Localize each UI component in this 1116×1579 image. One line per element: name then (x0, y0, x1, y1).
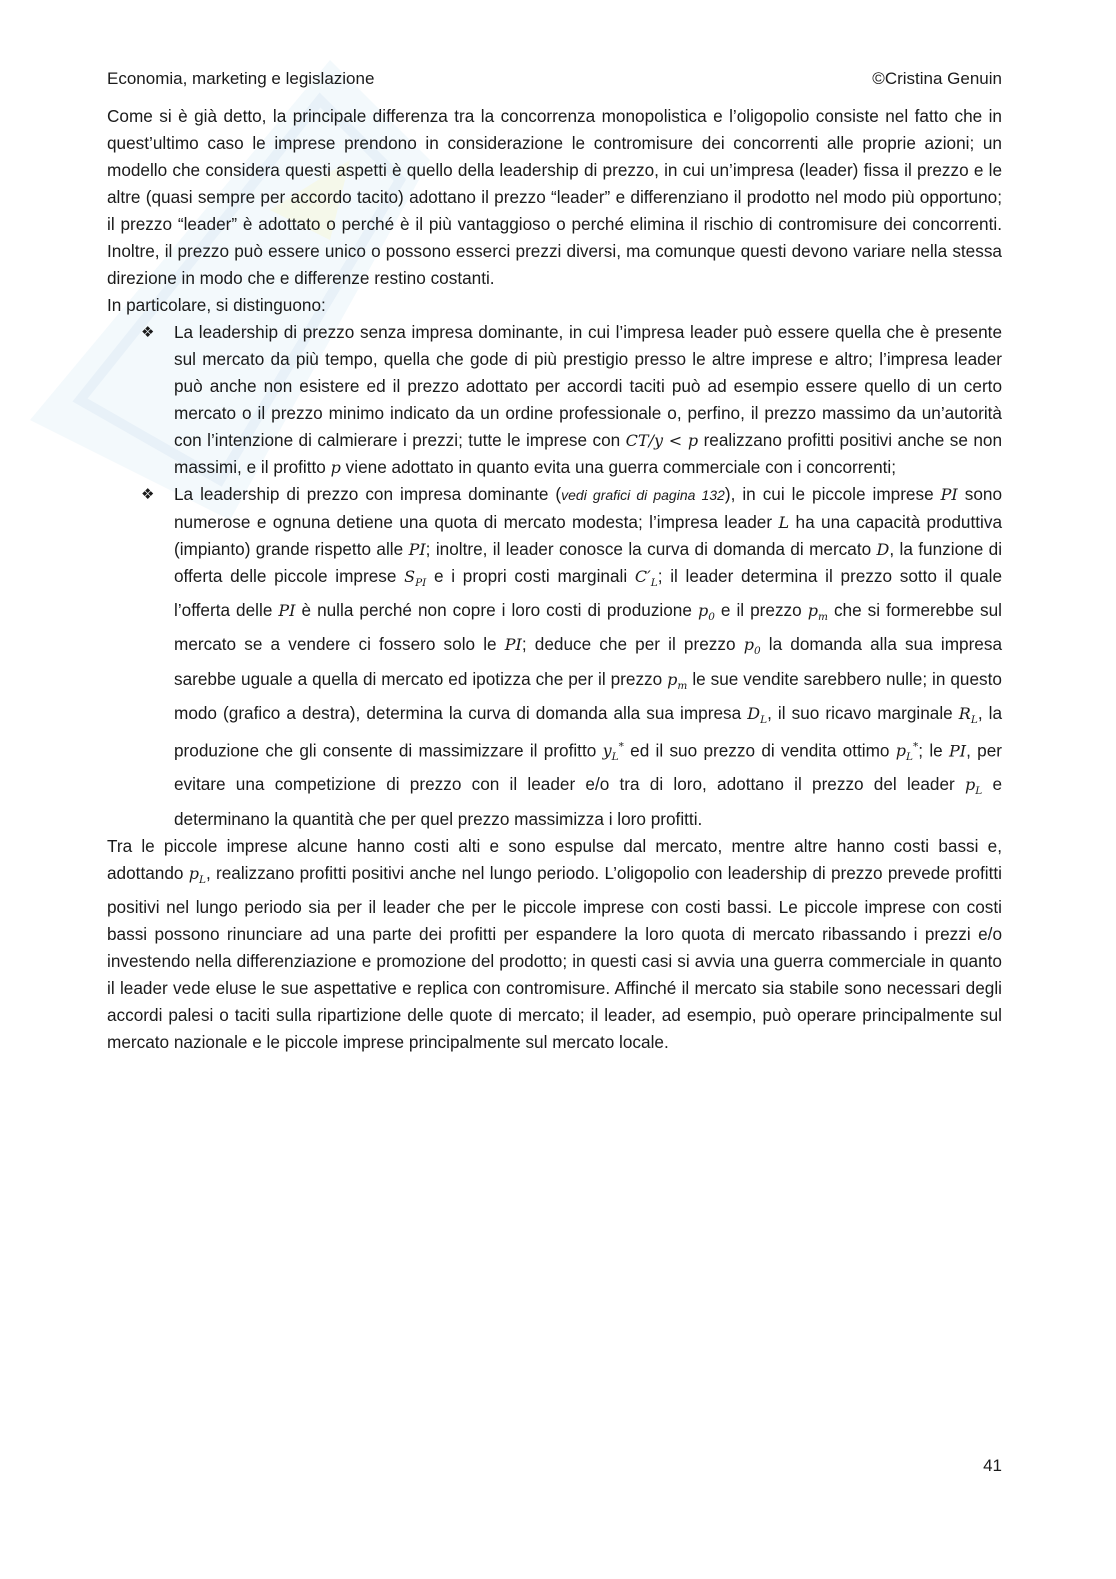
symbol-p0: $p_0$ (697, 601, 715, 624)
page-number: 41 (983, 1456, 1002, 1475)
list-item: ❖ La leadership di prezzo con impresa dominante (vedi grafici di pagina 132), in cui le piccole imprese PI sono numerose e ognuna detiene una quota di mercato modesta; l’impresa leader L ha una capacità produttiva (impianto) grande rispetto alle PI; inoltre, il leader conosce la curva di domanda di mercato D, la funzione di offerta delle piccole imprese $S_{PI}$ e i propri costi marginali $C'_L$; il leader determina il prezzo sotto il quale l’offerta delle PI è nulla perché non copre i loro costi di produzione $p_0$ e il prezzo $p_m$ che si formerebbe sul mercato se a vendere ci fossero solo le PI; deduce che per il prezzo $p_0$ la domanda alla sua impresa sarebbe uguale a quella di mercato ed ipotizza che per il prezzo $p_m$ le sue vendite sarebbero nulle; in questo modo (grafico a destra), determina la curva di domanda alla sua impresa $D_L$, il suo ricavo marginale $R_L$, la produzione che gli consente di massimizzare il profitto $y_L^*$ ed il suo prezzo di vendita ottimo $p_L^*$; le PI, per evitare una competizione di prezzo con il leader e/o tra di loro, adottano il prezzo del leader $p_L$ e determinano la quantità che per quel prezzo massimizza i loro profitti. (174, 481, 1002, 833)
symbol-l: L (778, 513, 790, 532)
list-item (141, 319, 1003, 481)
symbol-rl: $R_L$ (958, 703, 978, 726)
bullet1-text-a: La leadership di prezzo senza impresa dominante, in cui l’impresa leader può essere quella che è presente sul mercato da più tempo, quella che gode di più prestigio presso le altre imprese e altro; l’impresa leader può anche non esistere ed il prezzo adottato per accordi taciti può ad esempio essere quello di un certo mercato o il prezzo minimo indicato da un ordine professionale o, perfino, il prezzo massimo da un’autorità con l’intenzione di calmierare i prezzi; tutte le imprese con (174, 322, 1002, 450)
symbol-pi: PI (504, 635, 522, 655)
symbol-pi: PI (940, 485, 958, 504)
symbol-p: p (330, 458, 341, 477)
intro-paragraph: Come si è già detto, la principale differenza tra la concorrenza monopolistica e l’oligopolio consiste nel fatto che in quest’ultimo caso le imprese prendono in considerazione le contromisure dei concorrenti alle proprie azioni; un modello che considera questi aspetti è quello della leadership di prezzo, in cui un’impresa (leader) fissa il prezzo e le altre (quasi sempre per accordo tacito) adottano il prezzo “leader” e differenziano il prodotto nel modo più opportuno; il prezzo “leader” è adottato o perché è il più vantaggioso o perché elimina il rischio di contromisure dei concorrenti. Inoltre, il prezzo può essere unico o possono esserci prezzi diversi, ma comunque questi devono variare nella stessa direzione in modo che e differenze restino costanti. (107, 106, 1002, 288)
symbol-pm: $p_m$ (807, 601, 828, 624)
header-author: ©Cristina Genuin (872, 69, 1002, 88)
header-course-title: Economia, marketing e legislazione (107, 69, 375, 88)
bullet-list (107, 319, 1002, 833)
symbol-pi: PI (408, 540, 426, 559)
bullet2-text: La leadership di prezzo con impresa dominante ( (174, 484, 562, 504)
formula-ct-y-lt-p: CT/y < p (625, 431, 699, 450)
page-reference: vedi grafici di pagina 132 (561, 487, 725, 503)
bullet1-text-c: viene adottato in quanto evita una guerra commerciale con i concorrenti; (345, 457, 896, 477)
diamond-bullet-icon: ❖ (141, 324, 155, 341)
symbol-p0: $p_0$ (743, 635, 761, 658)
page-body (107, 103, 1002, 1056)
symbol-d: D (876, 540, 890, 559)
symbol-c-prime-l: $C'_L$ (634, 567, 658, 590)
symbol-pl-star: $p_L^*$ (895, 740, 919, 764)
intro-lead-in: In particolare, si distinguono: (107, 295, 326, 315)
symbol-pi: PI (948, 741, 967, 761)
diamond-bullet-icon: ❖ (141, 486, 155, 503)
page-header (107, 68, 1002, 90)
symbol-dl: $D_L$ (747, 703, 768, 726)
symbol-yl-star: $y_L^*$ (602, 740, 624, 764)
symbol-pm: $p_m$ (667, 669, 688, 692)
closing-paragraph: Tra le piccole imprese alcune hanno costi alti e sono espulse dal mercato, mentre altre hanno costi bassi e, adottando $p_L$, realizzano profitti positivi anche nel lungo periodo. L’oligopolio con leadership di prezzo prevede profitti positivi nel lungo periodo sia per il leader che per le piccole imprese con costi bassi. Le piccole imprese con costi bassi possono rinunciare ad una parte dei profitti per espandere la loro quota di mercato ribassando i prezzi e/o investendo nella differenziazione e promozione del prodotto; in questi casi si avvia una guerra commerciale in quanto il leader vede eluse le sue aspettative e replica con contromisure. Affinché il mercato sia stabile sono necessari degli accordi palesi o taciti sulla ripartizione delle quote di mercato; il leader, ad esempio, può operare principalmente sul mercato nazionale e le piccole imprese principalmente sul mercato locale. (107, 835, 1002, 1052)
bullet1-text-b: realizzano profitti positivi anche se non massimi, e il profitto (174, 430, 1003, 477)
symbol-pl: $p_L$ (964, 775, 983, 798)
symbol-pl: $p_L$ (188, 863, 206, 886)
symbol-s-pi: $S_{PI}$ (404, 567, 427, 590)
symbol-pi: PI (278, 601, 296, 621)
